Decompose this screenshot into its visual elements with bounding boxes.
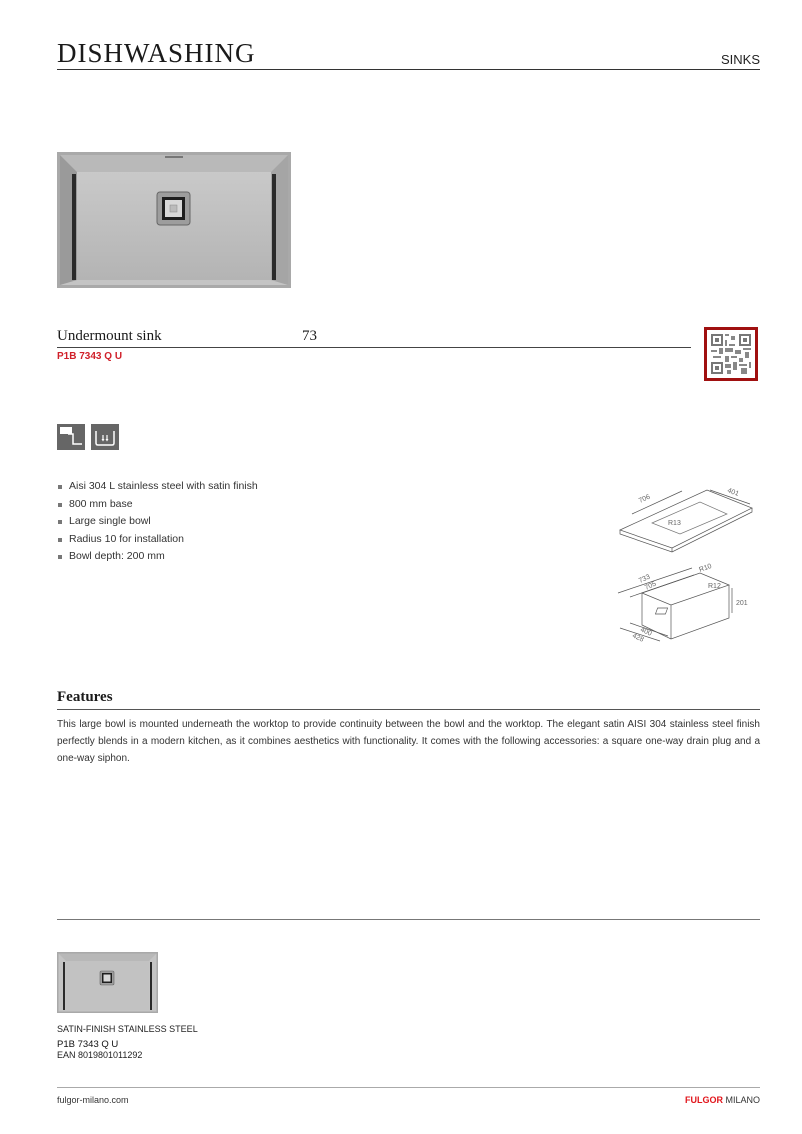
bowl-technical-drawing [612, 563, 762, 645]
page-title: DISHWASHING [57, 38, 256, 68]
svg-text:R12: R12 [708, 583, 721, 590]
cutout-technical-drawing [612, 478, 762, 560]
qr-pattern [711, 334, 751, 374]
features-divider [57, 709, 760, 710]
qr-code-icon[interactable] [704, 327, 758, 381]
finish-name: SATIN-FINISH STAINLESS STEEL [57, 1024, 198, 1034]
finish-product-code: P1B 7343 Q U [57, 1039, 119, 1050]
brand-name-red: FULGOR [684, 1095, 723, 1105]
svg-text:201: 201 [736, 600, 748, 607]
svg-text:400: 400 [639, 626, 653, 638]
undermount-install-icon [57, 424, 85, 450]
spec-list [57, 478, 258, 566]
spec-item: Radius 10 for installation [57, 531, 258, 549]
finish-thumbnail-image [57, 952, 158, 1013]
spec-item: Large single bowl [57, 513, 258, 531]
finish-divider [57, 919, 760, 920]
installation-icons [57, 424, 119, 450]
svg-text:428: 428 [631, 632, 645, 644]
product-divider [57, 347, 691, 348]
ean-code: EAN 8019801011292 [57, 1050, 143, 1060]
brand-name-rest: MILANO [722, 1095, 760, 1105]
bowl-depth-icon [91, 424, 119, 450]
svg-text:R10: R10 [698, 563, 713, 574]
features-heading: Features [57, 689, 113, 705]
svg-text:705: 705 [643, 580, 658, 592]
footer-divider [57, 1087, 760, 1088]
svg-text:R13: R13 [668, 520, 681, 527]
product-name: Undermount sink [57, 328, 162, 344]
header-divider [57, 69, 760, 70]
brand-logo [685, 1095, 760, 1105]
website-link[interactable]: fulgor-milano.com [57, 1095, 129, 1105]
svg-text:401: 401 [726, 487, 740, 498]
spec-item: 800 mm base [57, 496, 258, 514]
section-label: SINKS [720, 52, 760, 67]
sink-product-image [57, 152, 291, 288]
features-description: This large bowl is mounted underneath the worktop to provide continuity between the bowl and the worktop. The elegant satin AISI 304 stainless steel finish perfectly blends in a modern kitchen, as it combines aesthetics with functionality. It comes with the following accessories: a square one-way drain plug and a one-way siphon. [57, 719, 760, 764]
product-width: 73 [302, 328, 317, 344]
spec-item: Bowl depth: 200 mm [57, 548, 258, 566]
svg-text:733: 733 [637, 573, 652, 585]
spec-item: Aisi 304 L stainless steel with satin finish [57, 478, 258, 496]
product-code: P1B 7343 Q U [57, 351, 123, 362]
svg-text:706: 706 [637, 493, 652, 505]
